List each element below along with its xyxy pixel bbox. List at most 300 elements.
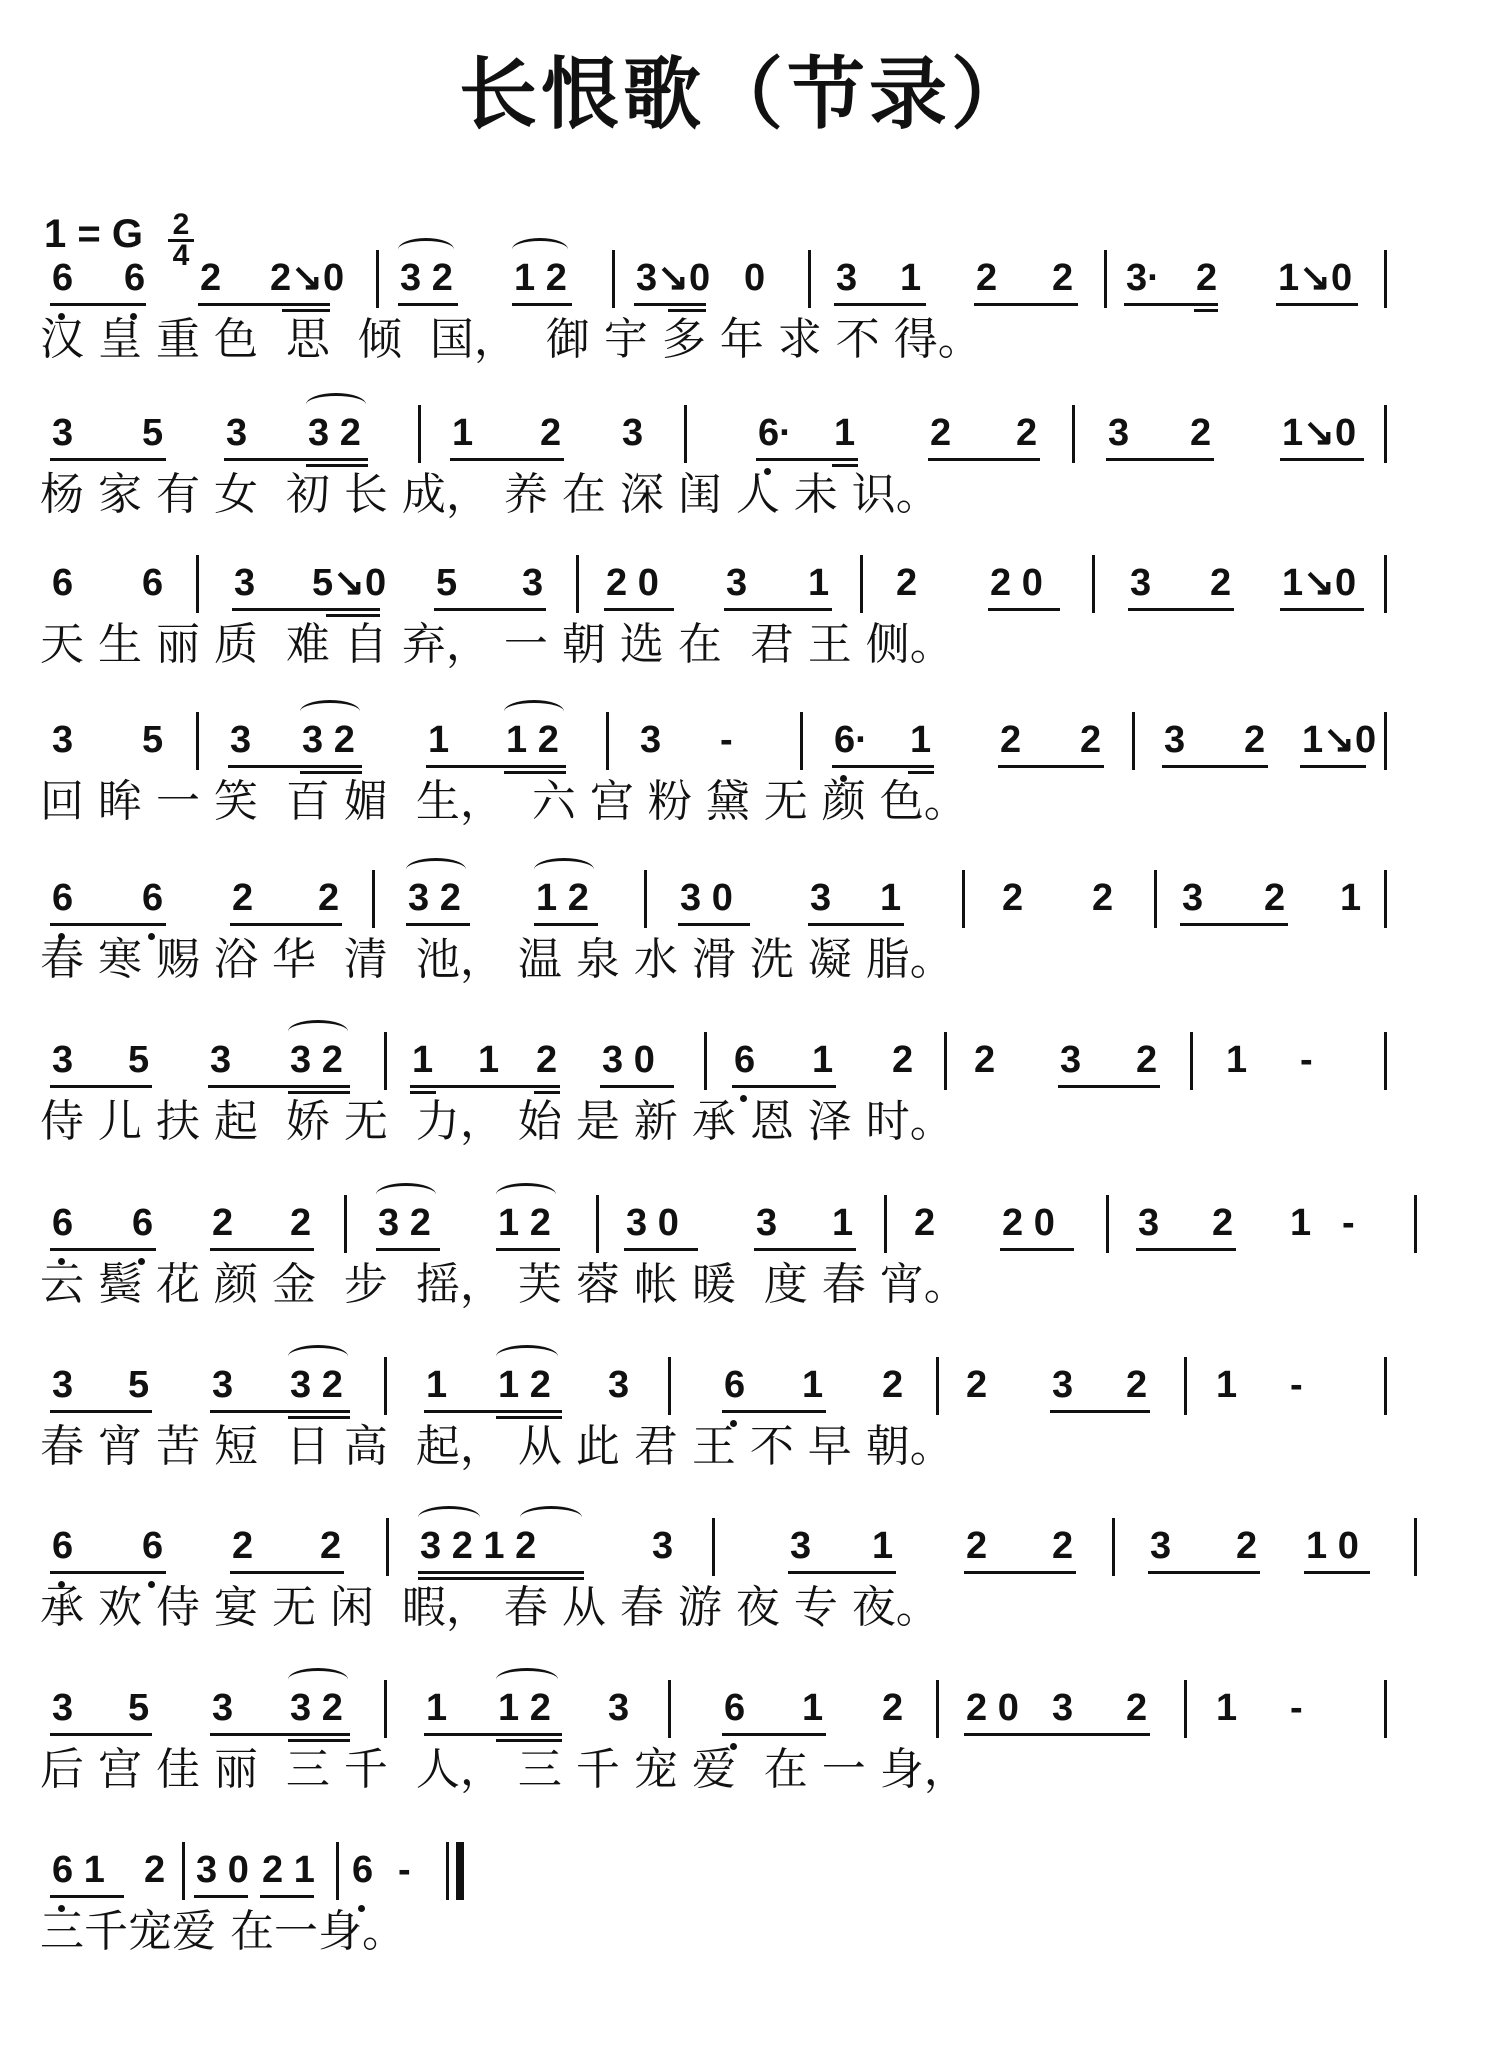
note: 3: [640, 719, 662, 761]
note: 6: [52, 257, 74, 299]
note: 3: [1108, 412, 1130, 454]
note: 3: [52, 1364, 74, 1406]
note: 3: [1130, 562, 1152, 604]
score-system-9: [0, 1518, 1492, 1638]
note: 2: [914, 1202, 936, 1244]
underline: [832, 765, 934, 768]
note: 6: [142, 1525, 164, 1567]
note: 2: [1052, 257, 1074, 299]
underline: [600, 1085, 674, 1088]
underline: [50, 1895, 124, 1898]
note: 3 2: [290, 1364, 343, 1406]
note: 2 0: [966, 1687, 1019, 1729]
barline: [704, 1032, 707, 1090]
underline: [834, 303, 926, 306]
underline: [624, 1248, 698, 1251]
note: 3 2: [302, 719, 355, 761]
note: 2: [1244, 719, 1266, 761]
underline: [288, 1091, 350, 1094]
note: 2: [1080, 719, 1102, 761]
note: 2: [144, 1849, 166, 1891]
underline: [210, 1410, 350, 1413]
barline: [1384, 250, 1387, 308]
underline: [722, 1733, 826, 1736]
underline: [754, 1248, 856, 1251]
underline: [756, 458, 858, 461]
underline: [1304, 1571, 1370, 1574]
underline: [306, 464, 368, 467]
note: 3 0: [196, 1849, 249, 1891]
barline: [344, 1195, 347, 1253]
note: 3 0: [626, 1202, 679, 1244]
underline: [1280, 608, 1364, 611]
note: 1 2: [498, 1687, 551, 1729]
score-system-3: [0, 555, 1492, 675]
note: 1: [478, 1039, 500, 1081]
barline: [644, 870, 647, 928]
underline: [988, 608, 1060, 611]
barline: [1384, 1680, 1387, 1738]
note: 3: [212, 1687, 234, 1729]
barline: [884, 1195, 887, 1253]
underline: [788, 1571, 896, 1574]
underline: [974, 303, 1078, 306]
underline: [1180, 923, 1288, 926]
lyric-line: 三千宠爱 在一身。: [40, 1906, 406, 1957]
note: 1: [428, 719, 450, 761]
underline: [496, 1248, 560, 1251]
underline: [426, 765, 566, 768]
barline: [936, 1357, 939, 1415]
note: 2: [1016, 412, 1038, 454]
score-system-10: [0, 1680, 1492, 1800]
note: 1: [910, 719, 932, 761]
note: 6: [142, 877, 164, 919]
note: 2: [1190, 412, 1212, 454]
note: 2: [1212, 1202, 1234, 1244]
note: 6: [132, 1202, 154, 1244]
underline: [50, 1410, 152, 1413]
barline: [446, 1842, 449, 1900]
lyric-line: 春 宵 苦 短 日 高 起， 从 此 君 王 不 早 朝。: [40, 1421, 954, 1472]
score-system-4: [0, 712, 1492, 832]
barline: [684, 405, 687, 463]
lyric-line: 承 欢 侍 宴 无 闲 暇， 春 从 春 游 夜 专 夜。: [40, 1582, 940, 1633]
note: 3 2: [408, 877, 461, 919]
barline: [196, 712, 199, 770]
underline: [50, 458, 166, 461]
underline: [406, 923, 470, 926]
note: 6: [724, 1364, 746, 1406]
underline: [724, 608, 832, 611]
barline: [1132, 712, 1135, 770]
underline: [232, 608, 380, 611]
barline: [1384, 555, 1387, 613]
barline: [596, 1195, 599, 1253]
barline: [372, 870, 375, 928]
note: 3: [608, 1687, 630, 1729]
note: 1: [1226, 1039, 1248, 1081]
note: 3 0: [602, 1039, 655, 1081]
underline: [224, 458, 368, 461]
barline: [936, 1680, 939, 1738]
underline: [496, 1416, 562, 1419]
note: 3↘0: [636, 257, 711, 299]
note: 1: [880, 877, 902, 919]
barline: [1106, 1195, 1109, 1253]
note: 3: [1060, 1039, 1082, 1081]
note: 2: [966, 1364, 988, 1406]
barline: [376, 250, 379, 308]
note: -: [720, 719, 733, 761]
note: 1↘0: [1282, 412, 1357, 454]
barline: [1384, 1032, 1387, 1090]
note: 1 2: [498, 1364, 551, 1406]
underline: [418, 1571, 584, 1574]
underline: [326, 614, 380, 617]
underline: [1136, 1248, 1236, 1251]
note: 3 2: [308, 412, 361, 454]
lyric-line: 天 生 丽 质 难 自 弃， 一 朝 选 在 君 王 侧。: [40, 619, 954, 670]
underline: [908, 771, 934, 774]
underline: [50, 303, 146, 306]
note: 3: [1138, 1202, 1160, 1244]
underline: [210, 1248, 314, 1251]
note: 2: [1092, 877, 1114, 919]
underline: [928, 458, 1040, 461]
underline: [722, 1410, 826, 1413]
note: 2: [540, 412, 562, 454]
note: 2 0: [990, 562, 1043, 604]
underline: [198, 303, 330, 306]
note: 6: [124, 257, 146, 299]
barline: [1384, 712, 1387, 770]
underline: [288, 1739, 350, 1742]
note: 2: [1210, 562, 1232, 604]
score-system-6: [0, 1032, 1492, 1152]
note: 3: [234, 562, 256, 604]
note: 1 2: [536, 877, 589, 919]
underline: [496, 1739, 562, 1742]
note: 3 0: [680, 877, 733, 919]
note: 2: [1002, 877, 1024, 919]
barline: [1384, 1357, 1387, 1415]
note: -: [1290, 1364, 1303, 1406]
underline: [634, 303, 706, 306]
underline: [534, 923, 598, 926]
note: 3: [836, 257, 858, 299]
note: 1: [802, 1687, 824, 1729]
underline: [50, 1085, 152, 1088]
underline: [410, 1091, 436, 1094]
note: 1 2: [506, 719, 559, 761]
note: 2: [896, 562, 918, 604]
note: 3: [810, 877, 832, 919]
note: 6: [52, 562, 74, 604]
note: 6: [52, 1525, 74, 1567]
note: 1: [900, 257, 922, 299]
note: 6: [52, 877, 74, 919]
lyric-line: 汉 皇 重 色 思 倾 国， 御 宇 多 年 求 不 得。: [40, 314, 982, 365]
lyric-line: 侍 儿 扶 起 娇 无 力， 始 是 新 承 恩 泽 时。: [40, 1096, 954, 1147]
score-system-11: [0, 1842, 1492, 1962]
note: 2: [232, 1525, 254, 1567]
note: 1: [426, 1364, 448, 1406]
barline: [1184, 1357, 1187, 1415]
underline: [50, 1733, 152, 1736]
underline: [228, 765, 362, 768]
barline: [612, 250, 615, 308]
note: 1: [1340, 877, 1362, 919]
underline: [668, 309, 706, 312]
underline: [288, 1416, 350, 1419]
note: 3: [1164, 719, 1186, 761]
lyric-line: 杨 家 有 女 初 长 成， 养 在 深 闺 人 未 识。: [40, 469, 940, 520]
time-signature-bottom: 4: [172, 239, 190, 272]
note: 5: [436, 562, 458, 604]
note: 3: [52, 719, 74, 761]
underline: [604, 608, 674, 611]
barline: [668, 1680, 671, 1738]
note: 3: [608, 1364, 630, 1406]
barline: [944, 1032, 947, 1090]
underline: [512, 303, 572, 306]
underline: [1106, 458, 1214, 461]
note: 3 2: [290, 1687, 343, 1729]
note: 1: [412, 1039, 434, 1081]
note: 2: [974, 1039, 996, 1081]
underline: [410, 1085, 560, 1088]
note: 5: [128, 1039, 150, 1081]
underline: [678, 923, 750, 926]
note: 2: [320, 1525, 342, 1567]
note: 6 1: [52, 1849, 105, 1891]
underline: [50, 1248, 156, 1251]
score-system-5: [0, 870, 1492, 990]
note: 5: [128, 1687, 150, 1729]
note: 3: [1052, 1364, 1074, 1406]
note: 1: [1216, 1687, 1238, 1729]
note: 2 1: [262, 1849, 315, 1891]
note: 1↘0: [1278, 257, 1353, 299]
barline: [1072, 405, 1075, 463]
note: 3: [52, 1687, 74, 1729]
note: 3: [652, 1525, 674, 1567]
note: 3: [52, 412, 74, 454]
underline: [1128, 608, 1234, 611]
note: 6: [734, 1039, 756, 1081]
note: 3: [210, 1039, 232, 1081]
note: 6: [724, 1687, 746, 1729]
note: 3: [1182, 877, 1204, 919]
score-system-2: [0, 405, 1492, 525]
note: 1: [452, 412, 474, 454]
underline: [194, 1895, 248, 1898]
note: 3: [726, 562, 748, 604]
note: 3·: [1126, 257, 1160, 299]
barline: [1104, 250, 1107, 308]
underline: [230, 1571, 344, 1574]
note: 2: [1236, 1525, 1258, 1567]
note: 2: [1136, 1039, 1158, 1081]
note: 3: [1052, 1687, 1074, 1729]
note: 3 2: [290, 1039, 343, 1081]
note: 3 2: [378, 1202, 431, 1244]
note: 2: [966, 1525, 988, 1567]
note: 1↘0: [1282, 562, 1357, 604]
barline: [1384, 870, 1387, 928]
barline: [962, 870, 965, 928]
lyric-line: 春 寒 赐 浴 华 清 池， 温 泉 水 滑 洗 凝 脂。: [40, 934, 954, 985]
underline: [964, 1733, 1150, 1736]
note: 2 0: [606, 562, 659, 604]
underline: [1000, 1248, 1074, 1251]
barline: [1154, 870, 1157, 928]
underline: [1276, 303, 1358, 306]
note: 3: [790, 1525, 812, 1567]
note: 2: [1126, 1364, 1148, 1406]
note: 3: [52, 1039, 74, 1081]
barline: [712, 1518, 715, 1576]
underline: [260, 1895, 314, 1898]
note: 5↘0: [312, 562, 387, 604]
barline: [808, 250, 811, 308]
note: 2: [536, 1039, 558, 1081]
lyric-line: 后 宫 佳 丽 三 千 人， 三 千 宠 爱 在 一 身，: [40, 1744, 968, 1795]
note: 1 0: [1306, 1525, 1359, 1567]
barline: [384, 1032, 387, 1090]
note: 3: [212, 1364, 234, 1406]
note: 2: [892, 1039, 914, 1081]
underline: [1194, 309, 1218, 312]
barline: [1414, 1195, 1417, 1253]
final-barline: [456, 1842, 464, 1900]
underline: [534, 1091, 560, 1094]
note: -: [1342, 1202, 1355, 1244]
barline: [336, 1842, 339, 1900]
note: -: [398, 1849, 411, 1891]
note: 2: [318, 877, 340, 919]
note: 2: [290, 1202, 312, 1244]
note: 3: [522, 562, 544, 604]
note: 2: [1196, 257, 1218, 299]
note: 0: [744, 257, 766, 299]
underline: [376, 1248, 440, 1251]
underline: [424, 1733, 562, 1736]
note: 6·: [758, 412, 792, 454]
underline: [210, 1733, 350, 1736]
underline: [208, 1085, 350, 1088]
barline: [800, 712, 803, 770]
note: 3 2: [400, 257, 453, 299]
page-title: 长恨歌（节录）: [458, 49, 1033, 140]
note: 6: [52, 1202, 74, 1244]
underline: [1058, 1085, 1160, 1088]
note: 3: [226, 412, 248, 454]
underline: [1162, 765, 1268, 768]
note: 6: [142, 562, 164, 604]
time-signature-top: 2: [172, 208, 190, 241]
underline: [1280, 458, 1364, 461]
score-system-7: [0, 1195, 1492, 1315]
underline: [1148, 1571, 1260, 1574]
note: 1 2: [514, 257, 567, 299]
lyric-line: 回 眸 一 笑 百 媚 生， 六 宫 粉 黛 无 颜 色。: [40, 776, 968, 827]
note: 2: [232, 877, 254, 919]
note: 2: [1126, 1687, 1148, 1729]
note: 1: [802, 1364, 824, 1406]
underline: [450, 458, 564, 461]
underline: [418, 1577, 584, 1580]
underline: [808, 923, 904, 926]
barline: [182, 1842, 185, 1900]
underline: [434, 608, 546, 611]
note: 3 2 1 2: [420, 1525, 537, 1567]
note: 2 0: [1002, 1202, 1055, 1244]
note: 2: [1000, 719, 1022, 761]
underline: [1050, 1410, 1150, 1413]
note: 2: [976, 257, 998, 299]
note: 1 2: [498, 1202, 551, 1244]
note: 6: [352, 1849, 374, 1891]
underline: [832, 464, 858, 467]
underline: [504, 771, 566, 774]
note: 3: [1150, 1525, 1172, 1567]
note: 5: [142, 412, 164, 454]
barline: [668, 1357, 671, 1415]
underline: [1300, 765, 1366, 768]
barline: [1184, 1680, 1187, 1738]
note: 1: [832, 1202, 854, 1244]
note: 2: [212, 1202, 234, 1244]
underline: [998, 765, 1104, 768]
note: 1: [812, 1039, 834, 1081]
note: 2: [1264, 877, 1286, 919]
underline: [50, 923, 166, 926]
note: 3: [756, 1202, 778, 1244]
note: 1: [872, 1525, 894, 1567]
note: 1: [1290, 1202, 1312, 1244]
barline: [1112, 1518, 1115, 1576]
underline: [398, 303, 458, 306]
score-system-8: [0, 1357, 1492, 1477]
note: 5: [128, 1364, 150, 1406]
barline: [576, 555, 579, 613]
note: 5: [142, 719, 164, 761]
underline: [424, 1410, 562, 1413]
note: 2↘0: [270, 257, 345, 299]
barline: [1190, 1032, 1193, 1090]
note: 1: [808, 562, 830, 604]
underline: [230, 923, 342, 926]
note: 2: [882, 1364, 904, 1406]
note: -: [1300, 1039, 1313, 1081]
barline: [1092, 555, 1095, 613]
underline: [732, 1085, 836, 1088]
barline: [418, 405, 421, 463]
barline: [1414, 1518, 1417, 1576]
barline: [860, 555, 863, 613]
note: 6·: [834, 719, 868, 761]
barline: [386, 1518, 389, 1576]
note: 2: [882, 1687, 904, 1729]
key-signature: 1 = G: [44, 212, 143, 256]
note: 1↘0: [1302, 719, 1377, 761]
note: 2: [1052, 1525, 1074, 1567]
note: 3: [622, 412, 644, 454]
note: 1: [834, 412, 856, 454]
note: 3: [230, 719, 252, 761]
